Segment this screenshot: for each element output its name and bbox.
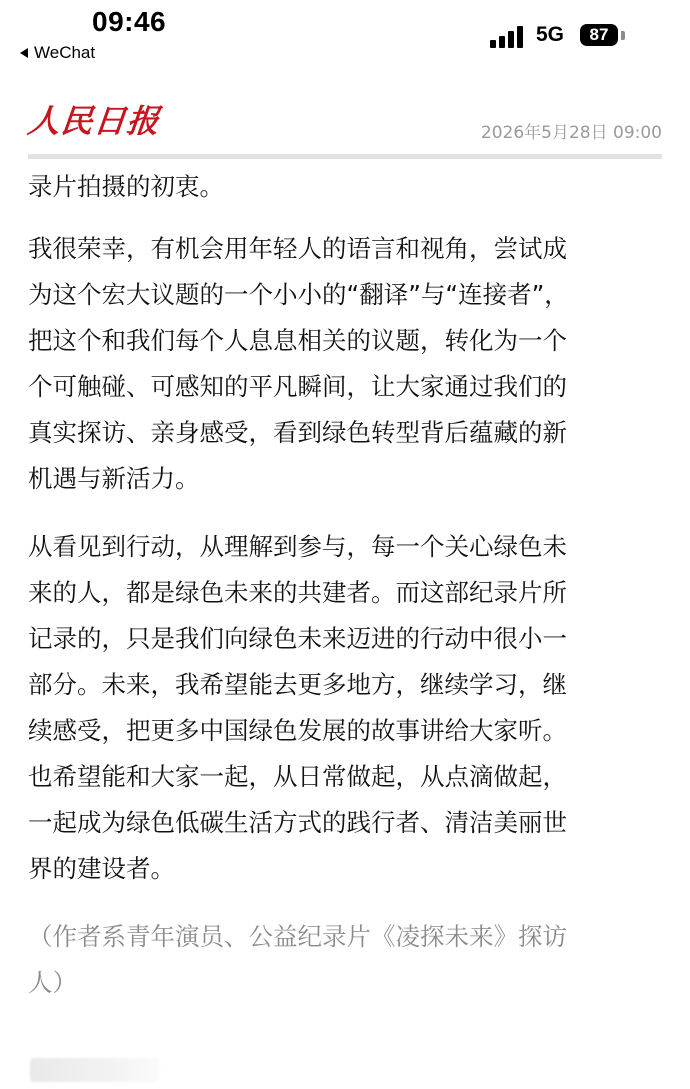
battery-icon bbox=[580, 24, 618, 46]
text-line: 来的人，都是绿色未来的共建者。而这部纪录片所 bbox=[28, 578, 567, 607]
text-line: 部分。未来，我希望能去更多地方，继续学习，继 bbox=[28, 670, 567, 699]
back-to-wechat-button[interactable] bbox=[20, 43, 95, 63]
newspaper-logo: 人民日报 bbox=[25, 102, 162, 140]
article-paragraph bbox=[28, 524, 668, 892]
text-line: 把这个和我们每个人息息相关的议题，转化为一个 bbox=[28, 326, 567, 355]
text-line: 人） bbox=[28, 968, 77, 997]
article-paragraph bbox=[28, 164, 668, 210]
status-time: 09:46 bbox=[92, 6, 167, 37]
text-line: 个可触碰、可感知的平凡瞬间，让大家通过我们的 bbox=[28, 372, 567, 401]
dateline: 2026年5月28日 09:00 bbox=[480, 123, 662, 143]
text-line: 录片拍摄的初衷。 bbox=[28, 172, 224, 201]
text-line: 也希望能和大家一起，从日常做起，从点滴做起， bbox=[28, 762, 567, 791]
text-line: 界的建设者。 bbox=[28, 854, 175, 883]
masthead bbox=[25, 96, 162, 144]
text-line: 一起成为绿色低碳生活方式的践行者、清洁美丽世 bbox=[28, 808, 567, 837]
network-type: 5G bbox=[536, 23, 565, 46]
text-line: （作者系青年演员、公益纪录片《凌探未来》探访 bbox=[28, 922, 567, 951]
battery-cap bbox=[621, 31, 625, 40]
cellular-signal-icon bbox=[490, 26, 526, 48]
text-line: 为这个宏大议题的一个小小的“翻译”与“连接者”， bbox=[28, 280, 569, 309]
text-line: 记录的，只是我们向绿色未来迈进的行动中很小一 bbox=[28, 624, 567, 653]
blurred-footer-text bbox=[30, 1058, 160, 1082]
article-paragraph bbox=[28, 226, 668, 502]
text-line: 我很荣幸，有机会用年轻人的语言和视角，尝试成 bbox=[28, 234, 567, 263]
back-arrow-icon bbox=[20, 48, 28, 58]
back-app-label: WeChat bbox=[34, 43, 96, 62]
header-divider bbox=[28, 154, 662, 159]
author-byline bbox=[28, 914, 668, 1006]
status-bar bbox=[0, 0, 690, 70]
text-line: 真实探访、亲身感受，看到绿色转型背后蕴藏的新 bbox=[28, 418, 567, 447]
battery-level: 87 bbox=[589, 25, 609, 44]
text-line: 机遇与新活力。 bbox=[28, 464, 200, 493]
text-line: 续感受，把更多中国绿色发展的故事讲给大家听。 bbox=[28, 716, 567, 745]
article-body bbox=[28, 164, 668, 1028]
text-line: 从看见到行动，从理解到参与，每一个关心绿色未 bbox=[28, 532, 567, 561]
